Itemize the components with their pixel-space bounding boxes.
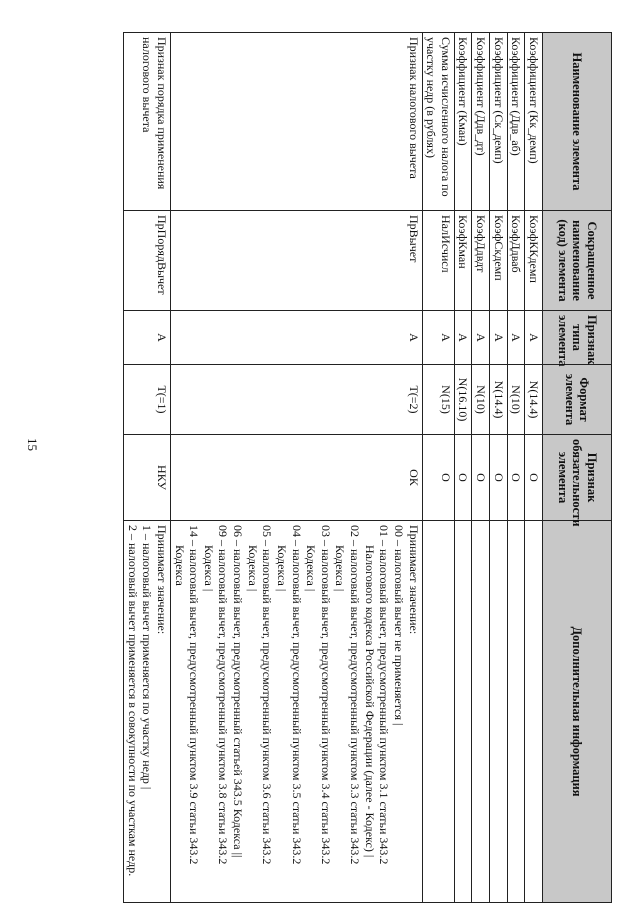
table-row <box>124 33 171 903</box>
element-format: N(16.10) <box>454 365 472 435</box>
table-row <box>422 33 454 903</box>
element-name: Признак налогового вычета <box>171 33 423 211</box>
element-required: НКУ <box>124 435 171 521</box>
element-name: Коэффициент (Ддв_дт) <box>472 33 490 211</box>
element-code: НалИсчисл <box>422 211 454 311</box>
element-info <box>507 521 525 903</box>
element-format: N(15) <box>422 365 454 435</box>
page-number: 15 <box>25 438 40 451</box>
info-intro: Принимает значение: <box>406 525 421 635</box>
element-type: А <box>124 311 171 365</box>
element-name: Коэффициент (Кман) <box>454 33 472 211</box>
table-row <box>454 33 472 903</box>
element-required: О <box>525 435 543 521</box>
element-type: А <box>472 311 490 365</box>
element-info <box>490 521 508 903</box>
element-format: N(14.4) <box>525 365 543 435</box>
element-code: ПрВычет <box>171 211 423 311</box>
element-required: О <box>454 435 472 521</box>
element-code: КоэфДдваб <box>507 211 525 311</box>
table-row <box>507 33 525 903</box>
table-row <box>525 33 543 903</box>
info-item: 05 – налоговый вычет, предусмотренный пунктом 3.6 статьи 343.2 Кодекса | <box>245 525 275 865</box>
element-type: А <box>490 311 508 365</box>
header-name: Наименование элемента <box>543 33 612 211</box>
info-item: 06 – налоговый вычет, предусмотренный статьей 343.5 Кодекса || <box>231 525 246 858</box>
element-info <box>124 521 171 903</box>
info-item: 14 – налоговый вычет, предусмотренный пунктом 3.9 статьи 343.2 Кодекса <box>172 525 202 865</box>
element-type: А <box>507 311 525 365</box>
element-type: А <box>525 311 543 365</box>
element-name: Признак порядка применения налогового вычета <box>124 33 171 211</box>
element-format: N(14.4) <box>490 365 508 435</box>
elements-table <box>123 32 612 903</box>
element-info <box>454 521 472 903</box>
info-item: 2 – налоговый вычет применяется в совокупности по участкам недр. <box>125 525 140 877</box>
header-info: Дополнительная информация <box>543 521 612 903</box>
info-item: 1 – налоговый вычет применяется по участку недр | <box>140 525 155 790</box>
header-required: Признак обязательности элемента <box>543 435 612 521</box>
info-item: 00 – налоговый вычет не применяется | <box>392 525 406 726</box>
table-row <box>490 33 508 903</box>
element-format: N(10) <box>472 365 490 435</box>
element-required: ОК <box>171 435 423 521</box>
element-format: T(=2) <box>171 365 423 435</box>
element-required: О <box>490 435 508 521</box>
element-format: N(10) <box>507 365 525 435</box>
table-header-row <box>543 33 612 903</box>
info-item: 03 – налоговый вычет, предусмотренный пунктом 3.4 статьи 343.2 Кодекса | <box>304 525 333 865</box>
element-format: T(=1) <box>124 365 171 435</box>
element-type: А <box>171 311 423 365</box>
table-row <box>472 33 490 903</box>
element-info <box>525 521 543 903</box>
element-code: КоэфКман <box>454 211 472 311</box>
element-type: А <box>422 311 454 365</box>
info-item: 02 – налоговый вычет, предусмотренный пунктом 3.3 статьи 343.2 Кодекса | <box>333 525 363 865</box>
element-info <box>171 521 423 903</box>
element-info <box>422 521 454 903</box>
element-name: Коэффициент (Ддв_аб) <box>507 33 525 211</box>
info-intro: Принимает значение: <box>155 525 169 635</box>
element-code: КоэфККдемп <box>525 211 543 311</box>
element-required: О <box>507 435 525 521</box>
header-type: Признак типа элемента <box>543 311 612 365</box>
info-item: 01 – налоговый вычет, предусмотренный пунктом 3.1 статьи 343.2 Налогового кодекса Российской Федерации (далее - Кодекс) | <box>362 525 392 865</box>
header-format: Формат элемента <box>543 365 612 435</box>
element-type: А <box>454 311 472 365</box>
element-required: О <box>422 435 454 521</box>
element-required: О <box>472 435 490 521</box>
header-code: Сокращенное наименование (код) элемента <box>543 211 612 311</box>
rotated-page <box>70 32 612 902</box>
element-code: ПрПорядВычет <box>124 211 171 311</box>
element-name: Сумма исчисленного налога по участку недр (в рублях) <box>422 33 454 211</box>
info-item: 09 – налоговый вычет, предусмотренный пунктом 3.8 статьи 343.2 Кодекса | <box>201 525 231 865</box>
table-row <box>171 33 423 903</box>
info-item: 04 – налоговый вычет, предусмотренный пунктом 3.5 статьи 343.2 Кодекса | <box>275 525 304 865</box>
element-name: Коэффициент (Ск_демп) <box>490 33 508 211</box>
element-code: КоэфСкдемп <box>490 211 508 311</box>
element-name: Коэффициент (Кк_демп) <box>525 33 543 211</box>
element-code: КоэфДдвдт <box>472 211 490 311</box>
element-info <box>472 521 490 903</box>
